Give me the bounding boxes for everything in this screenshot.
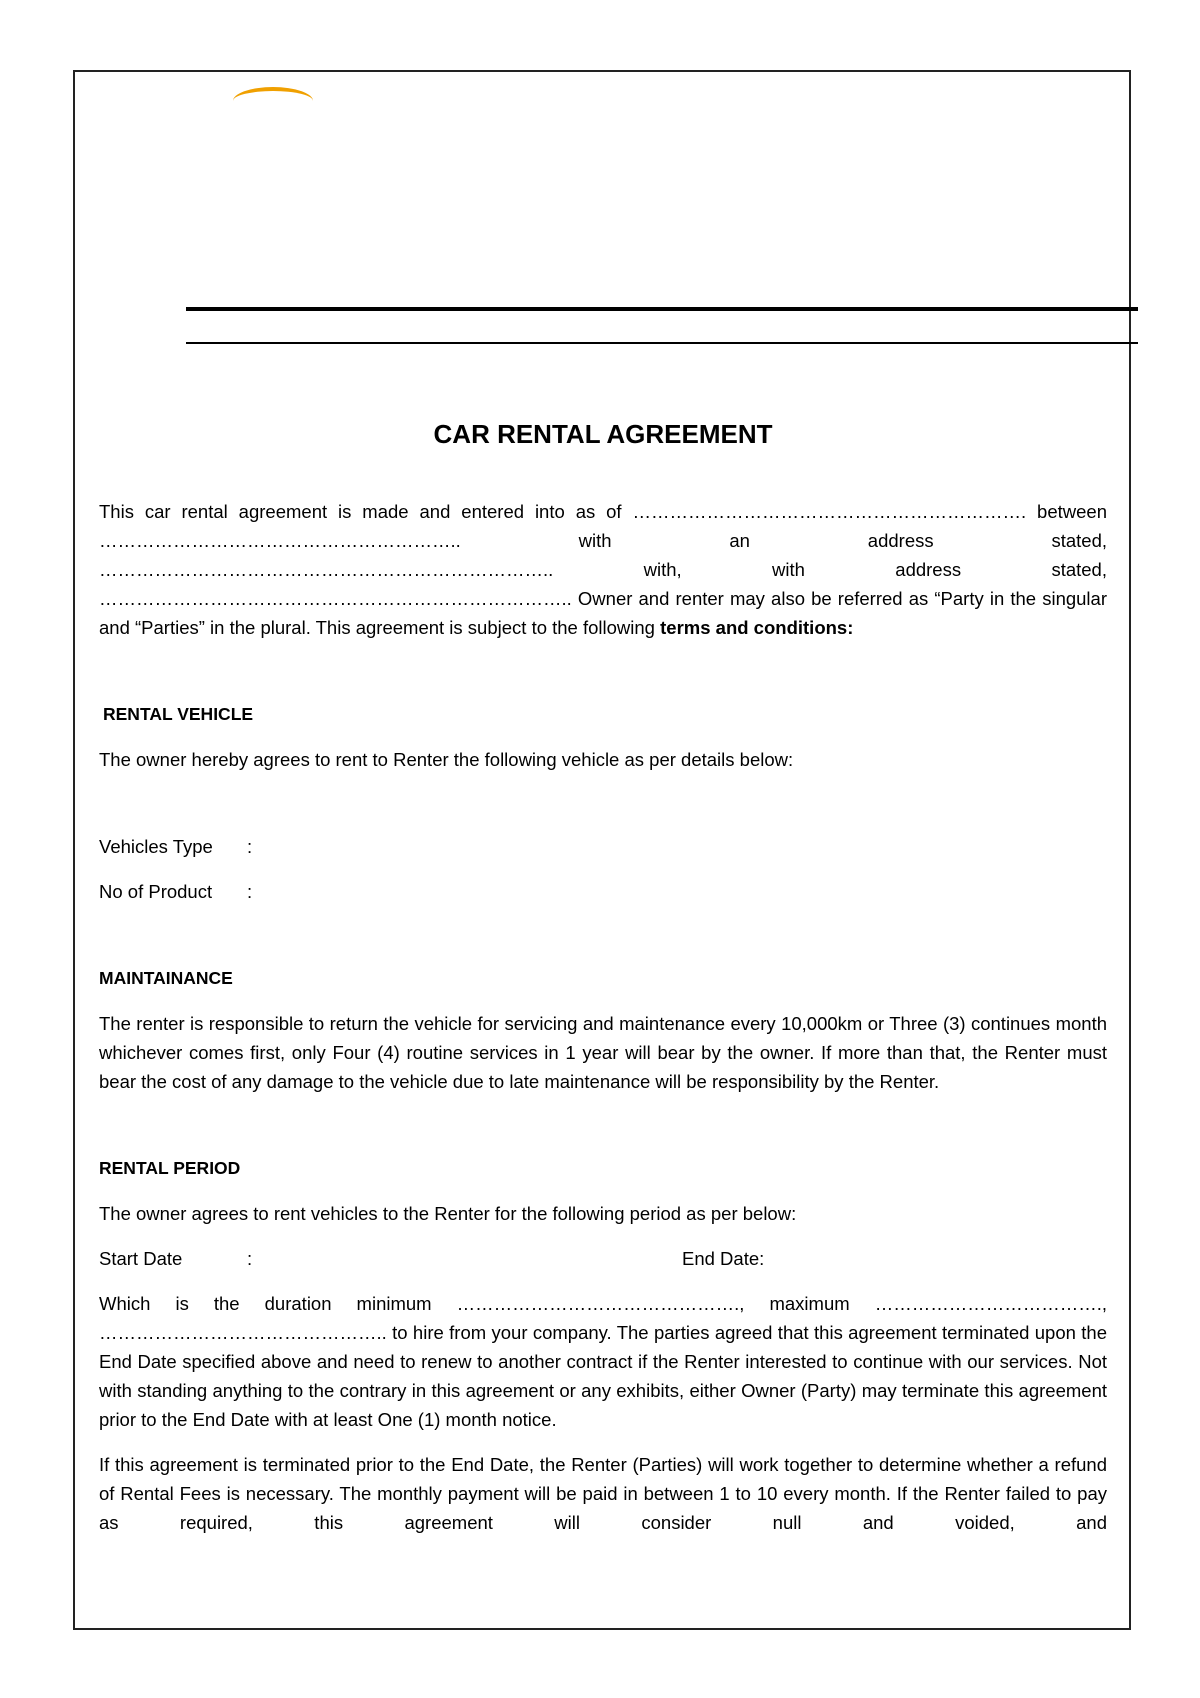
field-sep: : [247,881,253,902]
start-date-label: Start Date [99,1248,183,1269]
field-label: No of Product [99,881,213,902]
duration-paragraph: Which is the duration minimum ………………………………………., maximum ………………………………., ……………………………………….. to hire from your company. The parties agreed that this agreement terminated upon the End Date specified above and need to renew to another contract if the Renter interested to continue with our services. Not with standing anything to the contrary in this agreement or any exhibits, either Owner (Party) may terminate this agreement prior to the End Date with at least One (1) month notice. [99,1293,1107,1430]
field-no-of-product [99,877,1107,906]
rental-vehicle-heading: RENTAL VEHICLE [103,704,254,724]
intro-text: This car rental agreement is made and entered into as of ………………………………………………………. between ………………………………………………….. with an address stated, ……………………………………………………………….. with, with address stated, ………………………………………………………………….. Owner and renter may also be referred as “Party in the singular and “Parties” in the plural. This agreement is subject to the following [99,501,1107,638]
maintenance-heading: MAINTAINANCE [99,968,233,988]
header-rule-thick [186,307,1138,311]
field-sep: : [247,836,253,857]
header-rule-thin [186,342,1138,344]
rental-vehicle-text: The owner hereby agrees to rent to Renter the following vehicle as per details below: [99,749,794,770]
maintenance-text: The renter is responsible to return the vehicle for servicing and maintenance every 10,000km or Three (3) continues month whichever comes first, only Four (4) routine services in 1 year will bear by the owner. If more than that, the Renter must bear the cost of any damage to the vehicle due to late maintenance will be responsibility by the Renter. [99,1013,1107,1092]
intro-paragraph [99,497,1107,642]
termination-paragraph: If this agreement is terminated prior to the End Date, the Renter (Parties) will work together to determine whether a refund of Rental Fees is necessary. The monthly payment will be paid in between 1 to 10 every month. If the Renter failed to pay as required, this agreement will consider null and voided, and [99,1454,1107,1533]
date-row [99,1244,1107,1273]
start-date-sep: : [247,1248,253,1269]
field-label: Vehicles Type [99,836,213,857]
document-title: CAR RENTAL AGREEMENT [433,419,773,449]
intro-bold: terms and conditions: [660,617,854,638]
rental-period-heading: RENTAL PERIOD [99,1158,241,1178]
end-date-label: End Date: [682,1248,765,1269]
rental-period-text: The owner agrees to rent vehicles to the Renter for the following period as per below: [99,1203,797,1224]
field-vehicles-type [99,832,1107,861]
document-body [99,420,1107,1537]
